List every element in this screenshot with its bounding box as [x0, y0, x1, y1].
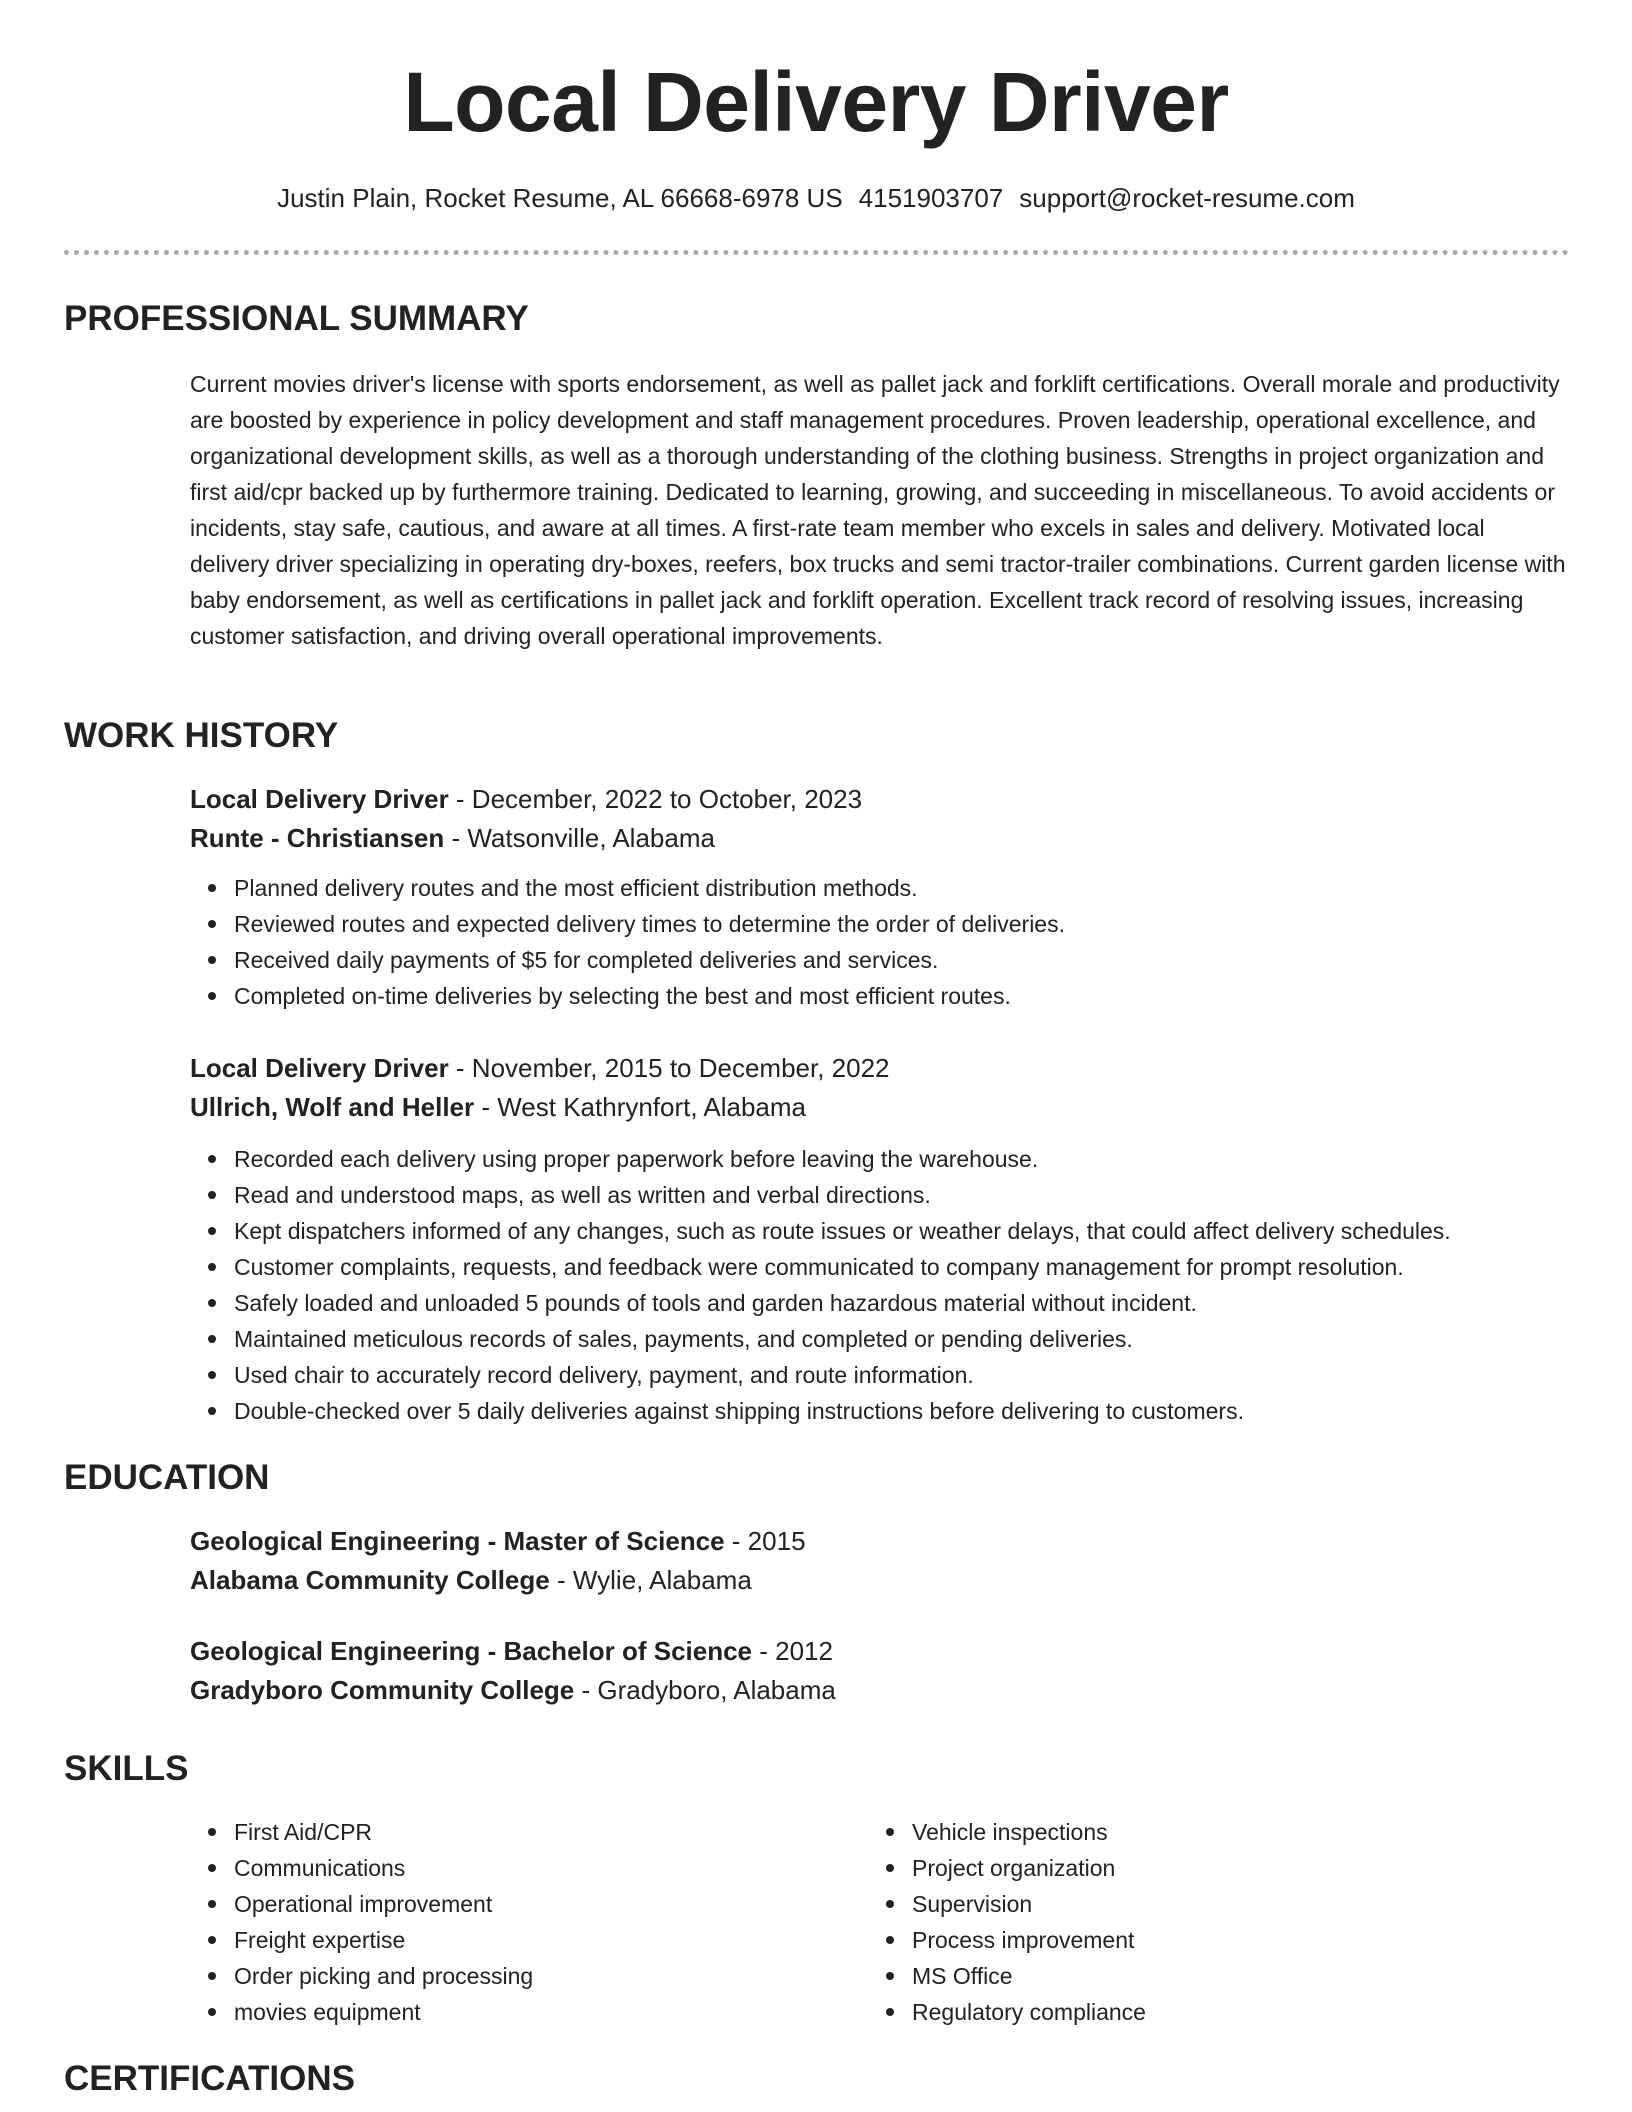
education-degree-line: [190, 1522, 1570, 1561]
section-title-summary: PROFESSIONAL SUMMARY: [64, 299, 529, 338]
duty-item: Recorded each delivery using proper paperwork before leaving the warehouse.: [234, 1141, 1570, 1177]
skill-item: Supervision: [912, 1886, 1528, 1922]
education-entry: [190, 1632, 1570, 1710]
section-title-skills: SKILLS: [64, 1749, 189, 1788]
duty-item: Double-checked over 5 daily deliveries against shipping instructions before delivering to customers.: [234, 1393, 1570, 1429]
duty-item: Kept dispatchers informed of any changes, such as route issues or weather delays, that could affect delivery schedules.: [234, 1213, 1570, 1249]
skills-column-left: [190, 1814, 850, 2030]
duty-item: Received daily payments of $5 for completed deliveries and services.: [234, 942, 1570, 978]
job-employer: [190, 1088, 1570, 1127]
education-school-line: [190, 1561, 1570, 1600]
section-title-education: EDUCATION: [64, 1458, 270, 1497]
duty-item: Maintained meticulous records of sales, payments, and completed or pending deliveries.: [234, 1321, 1570, 1357]
job-dates: - December, 2022 to October, 2023: [448, 784, 863, 814]
job-heading: [190, 780, 1570, 819]
job-company: Runte - Christiansen: [190, 823, 445, 853]
education-school: Gradyboro Community College: [190, 1675, 575, 1705]
duty-item: Safely loaded and unloaded 5 pounds of tools and garden hazardous material without incident.: [234, 1285, 1570, 1321]
job-location: - Watsonville, Alabama: [444, 823, 715, 853]
education-degree-line: [190, 1632, 1570, 1671]
job-duties: [190, 870, 1570, 1014]
education-degree: Geological Engineering - Master of Science: [190, 1526, 725, 1556]
job-position: Local Delivery Driver: [190, 1053, 449, 1083]
education-year: - 2015: [724, 1526, 806, 1556]
duty-item: Used chair to accurately record delivery, payment, and route information.: [234, 1357, 1570, 1393]
skill-item: Operational improvement: [234, 1886, 850, 1922]
skill-item: Communications: [234, 1850, 850, 1886]
header-divider: [64, 250, 1569, 255]
section-title-certifications: CERTIFICATIONS: [64, 2059, 356, 2098]
skill-item: Process improvement: [912, 1922, 1528, 1958]
job-entry: [190, 780, 1570, 1014]
skill-item: Freight expertise: [234, 1922, 850, 1958]
skill-item: Order picking and processing: [234, 1958, 850, 1994]
education-location: - Wylie, Alabama: [549, 1565, 752, 1595]
skills-list: [868, 1814, 1528, 2030]
skill-item: MS Office: [912, 1958, 1528, 1994]
skills-column-right: [868, 1814, 1528, 2030]
job-location: - West Kathrynfort, Alabama: [474, 1092, 807, 1122]
duty-item: Customer complaints, requests, and feedback were communicated to company management for prompt resolution.: [234, 1249, 1570, 1285]
job-heading: [190, 1049, 1570, 1088]
education-year: - 2012: [752, 1636, 833, 1666]
job-company: Ullrich, Wolf and Heller: [190, 1092, 475, 1122]
skill-item: Regulatory compliance: [912, 1994, 1528, 2030]
duty-item: Reviewed routes and expected delivery times to determine the order of deliveries.: [234, 906, 1570, 942]
job-entry: [190, 1049, 1570, 1429]
education-location: - Gradyboro, Alabama: [574, 1675, 836, 1705]
skill-item: movies equipment: [234, 1994, 850, 2030]
skill-item: First Aid/CPR: [234, 1814, 850, 1850]
contact-email: support@rocket-resume.com: [1019, 183, 1355, 213]
education-degree: Geological Engineering - Bachelor of Science: [190, 1636, 753, 1666]
job-dates: - November, 2015 to December, 2022: [448, 1053, 890, 1083]
resume-title: Local Delivery Driver: [403, 55, 1229, 149]
contact-address: Justin Plain, Rocket Resume, AL 66668-6978 US: [277, 183, 843, 213]
education-school: Alabama Community College: [190, 1565, 550, 1595]
duty-item: Planned delivery routes and the most efficient distribution methods.: [234, 870, 1570, 906]
skills-list: [190, 1814, 850, 2030]
job-position: Local Delivery Driver: [190, 784, 449, 814]
contact-phone: 4151903707: [858, 183, 1004, 213]
education-school-line: [190, 1671, 1570, 1710]
job-employer: [190, 819, 1570, 858]
skill-item: Project organization: [912, 1850, 1528, 1886]
education-entry: [190, 1522, 1570, 1600]
contact-line: [0, 178, 1632, 218]
section-title-work: WORK HISTORY: [64, 716, 339, 755]
duty-item: Read and understood maps, as well as written and verbal directions.: [234, 1177, 1570, 1213]
skill-item: Vehicle inspections: [912, 1814, 1528, 1850]
job-duties: [190, 1141, 1570, 1429]
summary-text: Current movies driver's license with sports endorsement, as well as pallet jack and forklift certifications. Overall morale and productivity are boosted by experience in policy development and staff management procedures. Proven leadership, operational excellence, and organizational development skills, as well as a thorough understanding of the clothing business. Strengths in project organization and first aid/cpr backed up by furthermore training. Dedicated to learning, growing, and succeeding in miscellaneous. To avoid accidents or incidents, stay safe, cautious, and aware at all times. A first-rate team member who excels in sales and delivery. Motivated local delivery driver specializing in operating dry-boxes, reefers, box trucks and semi tractor-trailer combinations. Current garden license with baby endorsement, as well as certifications in pallet jack and forklift operation. Excellent track record of resolving issues, increasing customer satisfaction, and driving overall operational improvements.: [190, 371, 1566, 649]
duty-item: Completed on-time deliveries by selecting the best and most efficient routes.: [234, 978, 1570, 1014]
